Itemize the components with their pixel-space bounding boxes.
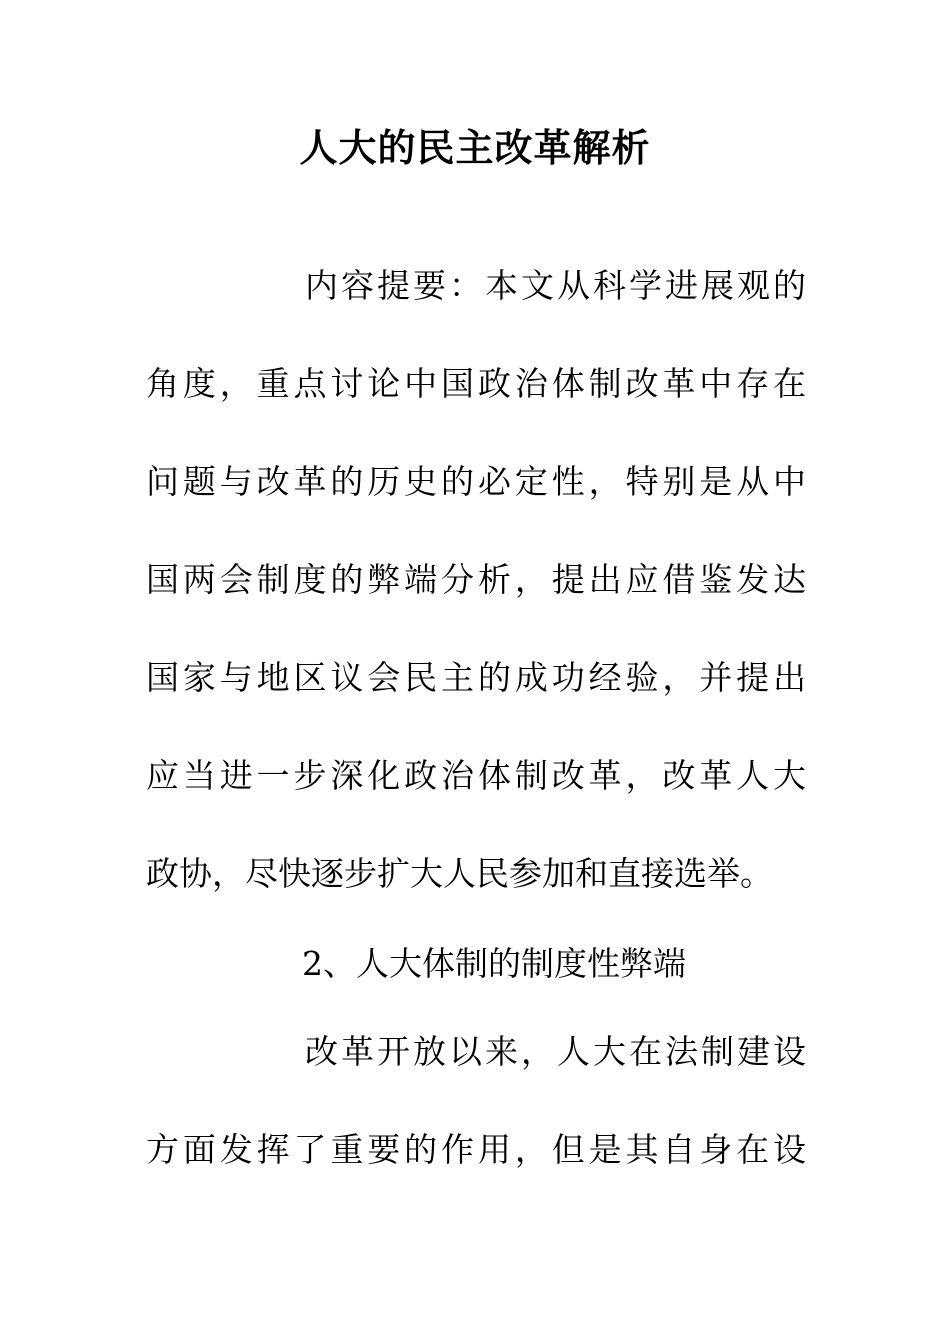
abstract-line: 应当进一步深化政治体制改革，改革人大 — [146, 756, 806, 795]
abstract-line: 国家与地区议会民主的成功经验，并提出 — [146, 658, 806, 697]
abstract-line: 国两会制度的弊端分析，提出应借鉴发达 — [146, 560, 806, 599]
document-title: 人大的民主改革解析 — [299, 126, 651, 170]
abstract-line: 角度，重点讨论中国政治体制改革中存在 — [146, 364, 806, 403]
abstract-line: 政协，尽快逐步扩大人民参加和直接选举。 — [146, 854, 773, 893]
abstract-line: 内容提要：本文从科学进展观的 — [305, 266, 806, 305]
body-line: 方面发挥了重要的作用，但是其自身在设 — [146, 1130, 806, 1169]
body-line: 改革开放以来，人大在法制建设 — [305, 1032, 806, 1071]
abstract-line: 问题与改革的历史的必定性，特别是从中 — [146, 462, 806, 501]
section-heading: 2、人大体制的制度性弊端 — [302, 944, 686, 983]
